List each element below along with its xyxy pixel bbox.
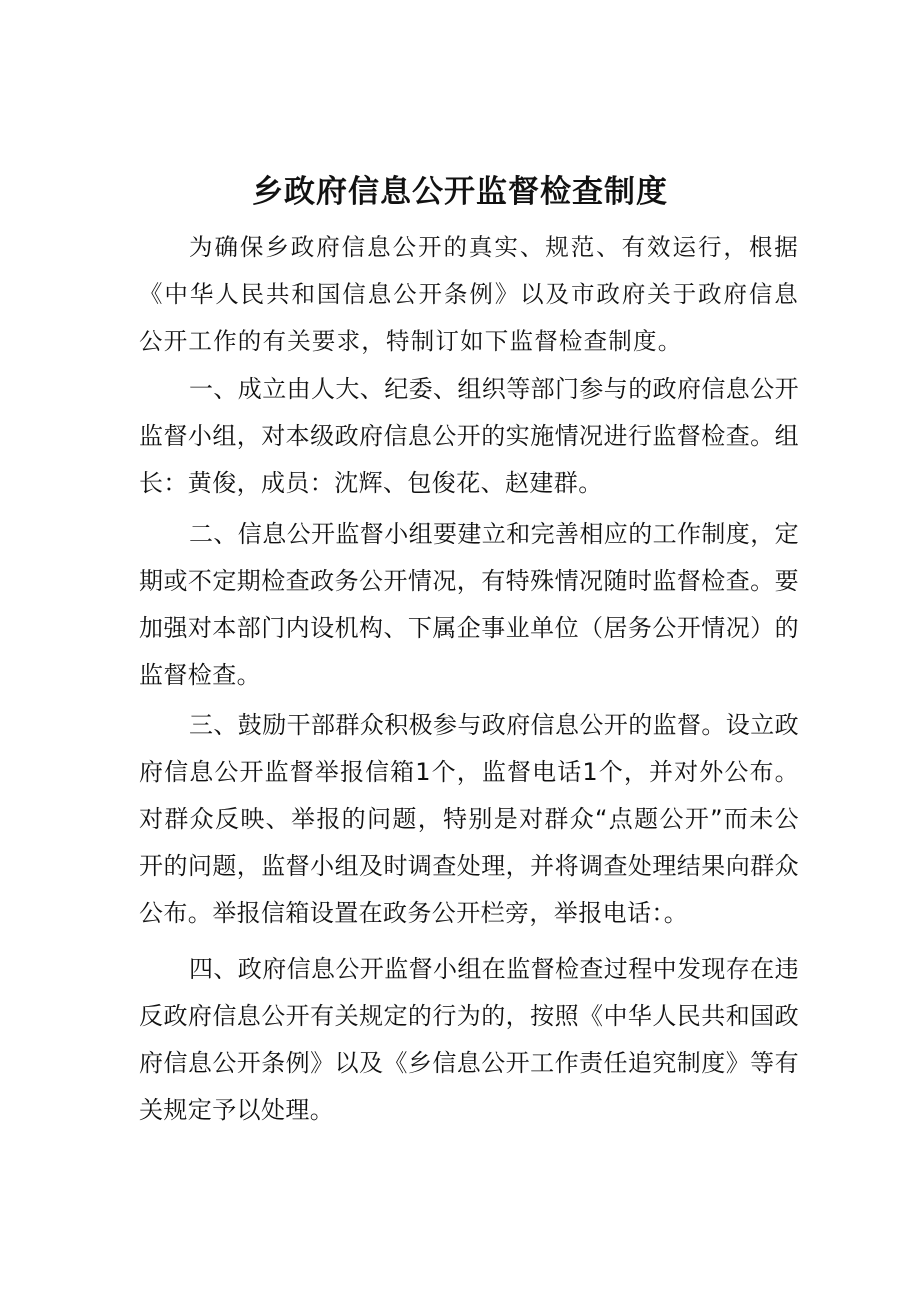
intro-paragraph: 为确保乡政府信息公开的真实、规范、有效运行，根据《中华人民共和国信息公开条例》以及市政府关于政府信息公开工作的有关要求，特制订如下监督检查制度。 xyxy=(139,233,799,355)
section-1-paragraph: 一、成立由人大、纪委、组织等部门参与的政府信息公开监督小组，对本级政府信息公开的实施情况进行监督检查。组长：黄俊，成员：沈辉、包俊花、赵建群。 xyxy=(139,375,799,497)
section-3-paragraph: 三、鼓励干部群众积极参与政府信息公开的监督。设立政府信息公开监督举报信箱1个，监督电话1个，并对外公布。对群众反映、举报的问题，特别是对群众“点题公开”而未公开的问题，监督小组及时调查处理，并将调查处理结果向群众公布。举报信箱设置在政务公开栏旁，举报电话：。 xyxy=(139,711,799,927)
section-4-paragraph: 四、政府信息公开监督小组在监督检查过程中发现存在违反政府信息公开有关规定的行为的，按照《中华人民共和国政府信息公开条例》以及《乡信息公开工作责任追究制度》等有关规定予以处理。 xyxy=(139,955,799,1124)
document-title: 乡政府信息公开监督检查制度 xyxy=(252,173,668,210)
section-2-paragraph: 二、信息公开监督小组要建立和完善相应的工作制度，定期或不定期检查政务公开情况，有特殊情况随时监督检查。要加强对本部门内设机构、下属企事业单位（居务公开情况）的监督检查。 xyxy=(139,520,799,689)
